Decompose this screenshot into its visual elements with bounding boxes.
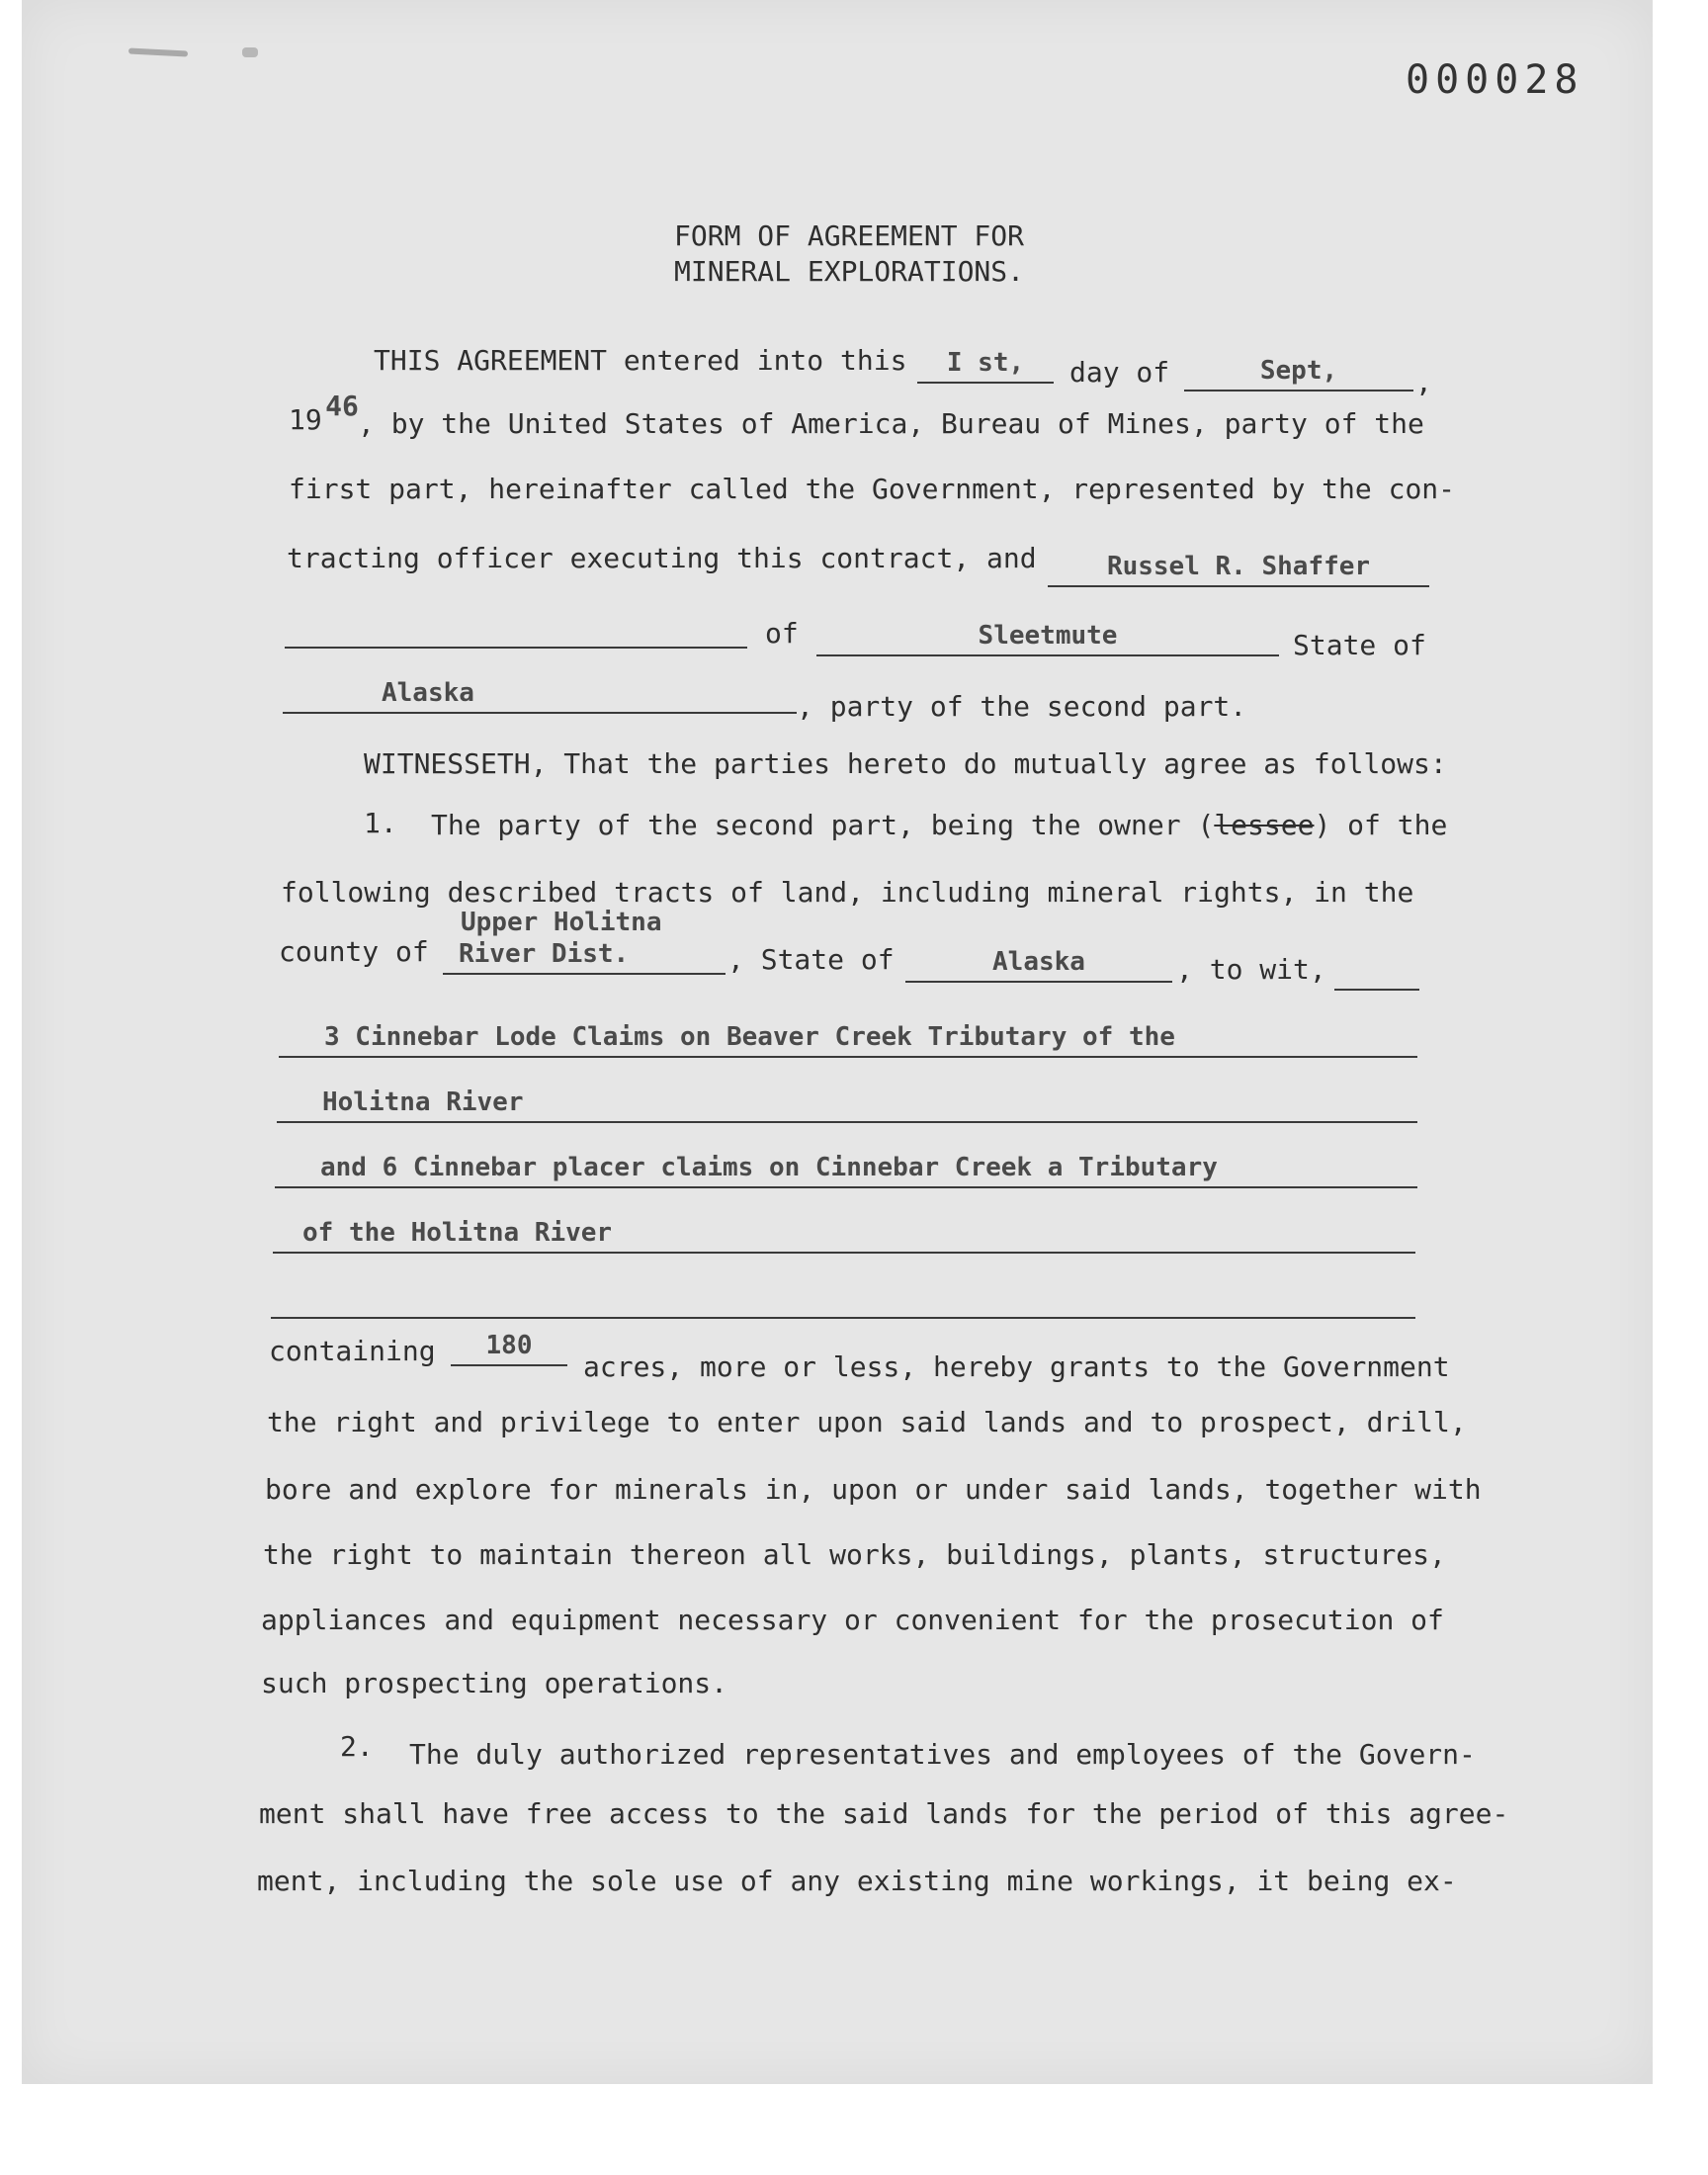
witnesseth-text: WITNESSETH, That the parties hereto do mutually agree as follows: <box>364 747 1447 780</box>
county-value-line-1: Upper Holitna <box>461 908 662 937</box>
intro-text: , by the United States of America, Bureau of Mines, party of the <box>358 407 1424 440</box>
party-blank-field <box>285 613 747 649</box>
paragraph-text: ment, including the sole use of any existing mine workings, it being ex- <box>257 1865 1457 1897</box>
paragraph-text: appliances and equipment necessary or convenient for the prosecution of <box>261 1604 1444 1636</box>
to-wit-blank <box>1334 955 1419 991</box>
intro-text: tracting officer executing this contract, and <box>287 542 1037 574</box>
paragraph-text: containing <box>269 1335 436 1367</box>
paragraph-text: acres, more or less, hereby grants to the Government <box>583 1350 1450 1383</box>
stamp-mark <box>242 47 258 57</box>
intro-text: first part, hereinafter called the Government, represented by the con- <box>289 473 1456 505</box>
intro-text: of <box>765 617 799 650</box>
paragraph-text: following described tracts of land, including mineral rights, in the <box>281 876 1414 909</box>
description-line-5 <box>271 1283 1415 1319</box>
description-line-3: and 6 Cinnebar placer claims on Cinnebar Creek a Tributary <box>275 1153 1417 1188</box>
party-name-field: Russel R. Shaffer <box>1048 552 1429 587</box>
paragraph-text: ment shall have free access to the said lands for the period of this agree- <box>259 1797 1509 1830</box>
month-field: Sept, <box>1184 356 1413 392</box>
party-of-field: Sleetmute <box>816 621 1279 656</box>
paragraph-text: The duly authorized representatives and employees of the Govern- <box>409 1738 1476 1771</box>
paragraph-text: , to wit, <box>1176 953 1326 986</box>
paragraph-text: the right and privilege to enter upon said lands and to prospect, drill, <box>267 1406 1467 1438</box>
year-field: 46 <box>325 390 359 422</box>
description-line-4: of the Holitna River <box>273 1218 1415 1254</box>
description-line-1: 3 Cinnebar Lode Claims on Beaver Creek Tributary of the <box>279 1022 1417 1058</box>
paragraph-text: bore and explore for minerals in, upon or under said lands, together with <box>265 1473 1482 1506</box>
intro-text: State of <box>1293 629 1426 661</box>
acres-field: 180 <box>451 1331 567 1366</box>
description-line-2: Holitna River <box>277 1088 1417 1123</box>
intro-text: day of <box>1069 356 1170 389</box>
year-prefix: 19 <box>289 403 322 436</box>
paragraph-text: , State of <box>727 943 895 976</box>
party-state-field: Alaska <box>283 678 797 714</box>
paragraph-number: 1. <box>364 807 397 839</box>
document-number: 000028 <box>1406 57 1584 103</box>
day-field: I st, <box>917 348 1054 384</box>
intro-text: , party of the second part. <box>797 690 1247 723</box>
county-field: River Dist. <box>443 939 726 975</box>
paragraph-number: 2. <box>340 1730 374 1763</box>
intro-text: THIS AGREEMENT entered into this <box>374 344 907 377</box>
intro-text: , <box>1415 366 1432 398</box>
title-line-1: FORM OF AGREEMENT FOR <box>674 219 1025 252</box>
paragraph-text: The party of the second part, being the owner (lessee) of the <box>431 809 1448 841</box>
paragraph-text: such prospecting operations. <box>261 1667 728 1699</box>
paragraph-text: county of <box>279 935 429 968</box>
state-field: Alaska <box>905 947 1172 983</box>
paragraph-text: the right to maintain thereon all works, buildings, plants, structures, <box>263 1538 1446 1571</box>
title-line-2: MINERAL EXPLORATIONS. <box>674 255 1025 288</box>
